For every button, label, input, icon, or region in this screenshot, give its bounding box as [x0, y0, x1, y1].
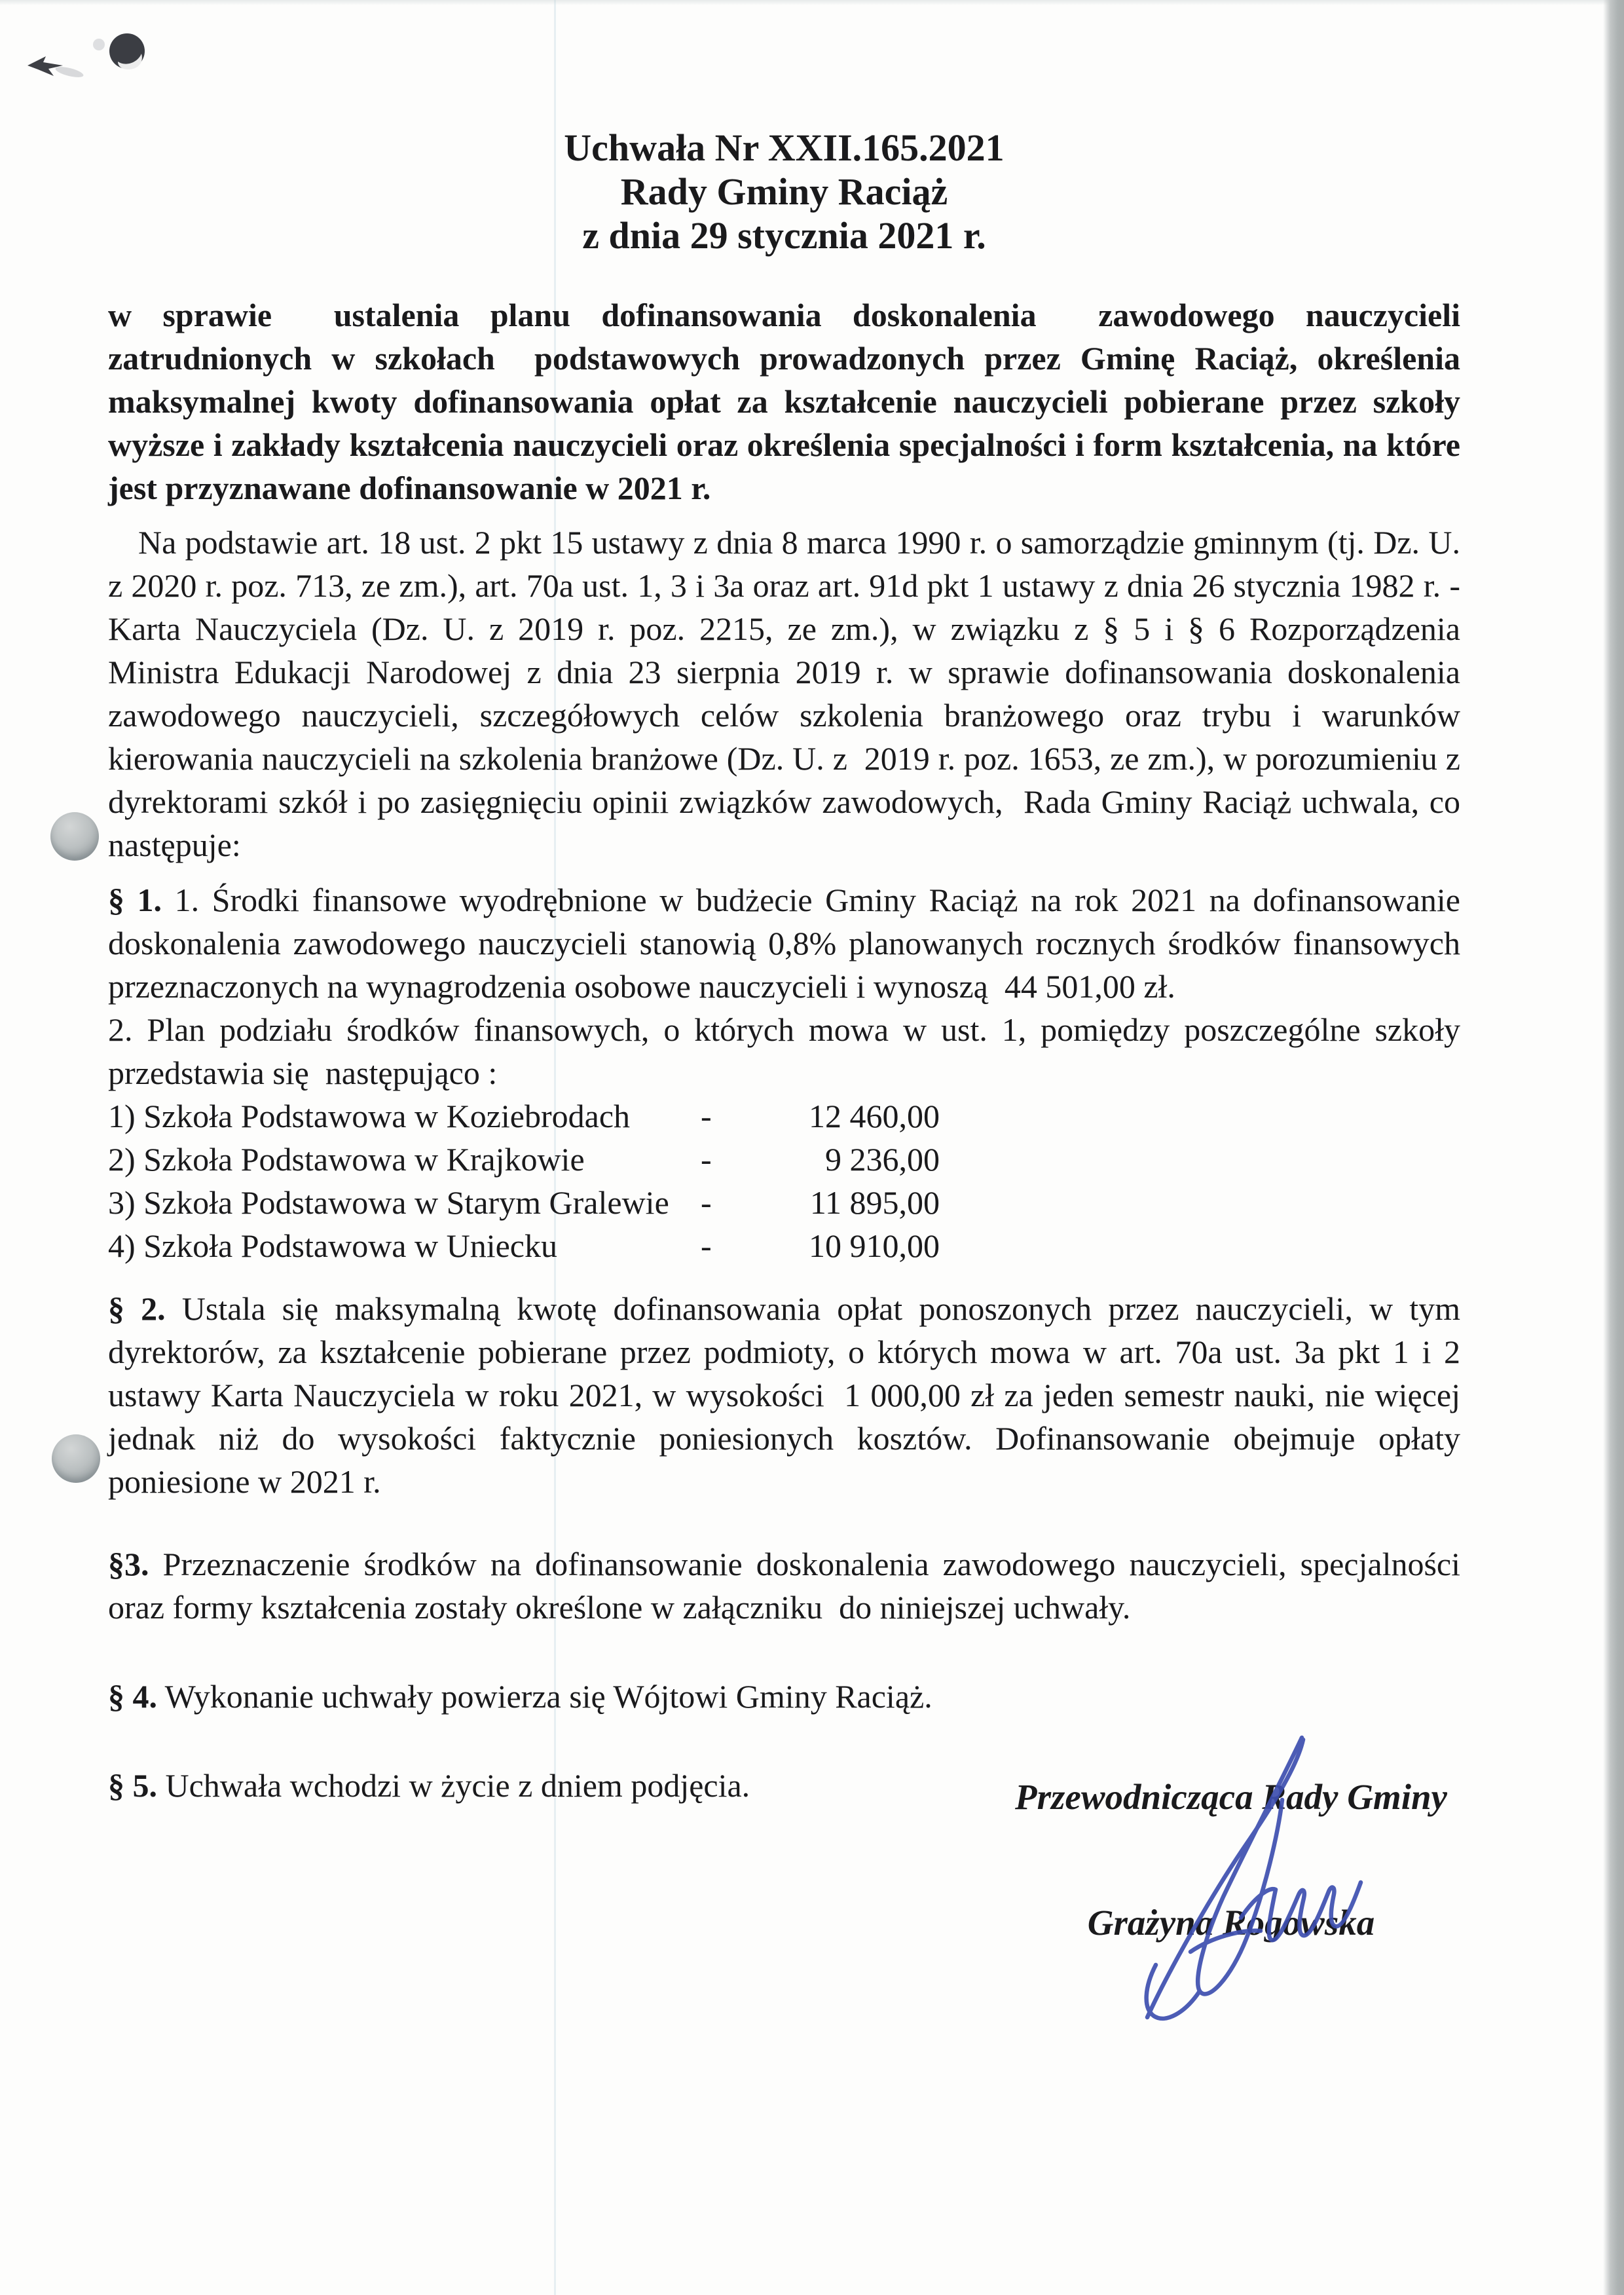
section-2-text: Ustala się maksymalną kwotę dofinansowania opłat ponoszonych przez nauczycieli, w tym dyrektorów, za kształcenie pobierane przez podmioty, o których mowa w art. 70a ust. 3a pkt 1 i 2 ustawy Karta Nauczyciela w roku 2021, w wysokości 1 000,00 zł za jeden semestr nauki, nie więcej jednak niż do wysokości faktycznie poniesionych kosztów. Dofinansowanie obejmuje opłaty poniesione w 2021 r.	[108, 1290, 1469, 1500]
school-allocation-row	[108, 1138, 940, 1181]
school-allocation-row	[108, 1181, 940, 1224]
section-4-paragraph	[108, 1675, 1460, 1718]
legal-basis-paragraph: Na podstawie art. 18 ust. 2 pkt 15 ustawy z dnia 8 marca 1990 r. o samorządzie gminnym (tj. Dz. U. z 2020 r. poz. 713, ze zm.), art. 70a ust. 1, 3 i 3a oraz art. 91d pkt 1 ustawy z dnia 26 stycznia 1982 r. - Karta Nauczyciela (Dz. U. z 2019 r. poz. 2215, ze zm.), w związku z § 5 i § 6 Rozporządzenia Ministra Edukacji Narodowej z dnia 23 sierpnia 2019 r. w sprawie dofinansowania doskonalenia zawodowego nauczycieli, szczegółowych celów szkolenia branżowego oraz trybu i warunków kierowania nauczycieli na szkolenia branżowe (Dz. U. z 2019 r. poz. 1653, ze zm.), w porozumieniu z dyrektorami szkół i po zasięgnięciu opinii związków zawodowych, Rada Gminy Raciąż uchwala, co następuje:	[108, 524, 1469, 863]
school-allocation-list	[108, 1094, 940, 1267]
school-allocation-row	[108, 1094, 940, 1138]
allocation-amount: 12 460,00	[809, 1098, 940, 1134]
resolution-date: z dnia 29 stycznia 2021 r.	[582, 214, 986, 257]
section-1-ust-2: 2. Plan podziału środków finansowych, o których mowa w ust. 1, pomiędzy poszczególne szkoły przedstawia się następująco :	[108, 1011, 1469, 1091]
section-2-paragraph	[108, 1287, 1469, 1503]
section-1-ust-1: 1. Środki finansowe wyodrębnione w budżecie Gminy Raciąż na rok 2021 na dofinansowanie doskonalenia zawodowego nauczycieli stanowią 0,8% planowanych rocznych środków finansowych przeznaczonych na wynagrodzenia osobowe nauczycieli i wynoszą 44 501,00 zł.	[108, 882, 1469, 1005]
school-name: 1) Szkoła Podstawowa w Koziebrodach	[108, 1098, 631, 1134]
section-4-text: Wykonanie uchwały powierza się Wójtowi Gminy Raciąż.	[164, 1678, 932, 1715]
school-name: 3) Szkoła Podstawowa w Starym Gralewie	[108, 1184, 669, 1221]
subject-paragraph: w sprawie ustalenia planu dofinansowania doskonalenia zawodowego nauczycieli zatrudnionych w szkołach podstawowych prowadzonych przez Gminę Raciąż, określenia maksymalnej kwoty dofinansowania opłat za kształcenie nauczycieli pobierane przez szkoły wyższe i zakłady kształcenia nauczycieli oraz określenia specjalności i form kształcenia, na które jest przyznawane dofinansowanie w 2021 r.	[108, 297, 1469, 506]
school-name: 2) Szkoła Podstawowa w Krajkowie	[108, 1141, 585, 1178]
section-3-symbol: §3.	[108, 1546, 149, 1582]
allocation-amount: 9 236,00	[825, 1141, 940, 1178]
allocation-amount: 10 910,00	[809, 1227, 940, 1264]
section-1-symbol: § 1.	[108, 882, 162, 918]
separator-dash: -	[701, 1227, 712, 1264]
separator-dash: -	[701, 1098, 712, 1134]
section-3-text: Przeznaczenie środków na dofinansowanie doskonalenia zawodowego nauczycieli, specjalności oraz formy kształcenia zostały określone w załączniku do niniejszej uchwały.	[108, 1546, 1469, 1626]
separator-dash: -	[701, 1141, 712, 1178]
section-1-paragraph	[108, 878, 1469, 1008]
section-2-symbol: § 2.	[108, 1290, 166, 1327]
resolution-number: Uchwała Nr XXII.165.2021	[564, 126, 1005, 169]
title-block	[108, 126, 1460, 257]
school-name: 4) Szkoła Podstawowa w Uniecku	[108, 1227, 557, 1264]
allocation-amount: 11 895,00	[809, 1184, 940, 1221]
section-4-symbol: § 4.	[108, 1678, 157, 1715]
section-3-paragraph	[108, 1542, 1469, 1629]
council-name: Rady Gminy Raciąż	[620, 170, 948, 213]
section-5-symbol: § 5.	[108, 1767, 157, 1804]
separator-dash: -	[701, 1184, 712, 1221]
signatory-role: Przewodnicząca Rady Gminy	[1015, 1777, 1447, 1817]
school-allocation-row	[108, 1224, 940, 1267]
handwritten-signature	[1107, 1721, 1369, 2029]
section-5-text: Uchwała wchodzi w życie z dniem podjęcia.	[165, 1767, 750, 1804]
signatory-name: Grażyna Rogowska	[1087, 1903, 1375, 1943]
